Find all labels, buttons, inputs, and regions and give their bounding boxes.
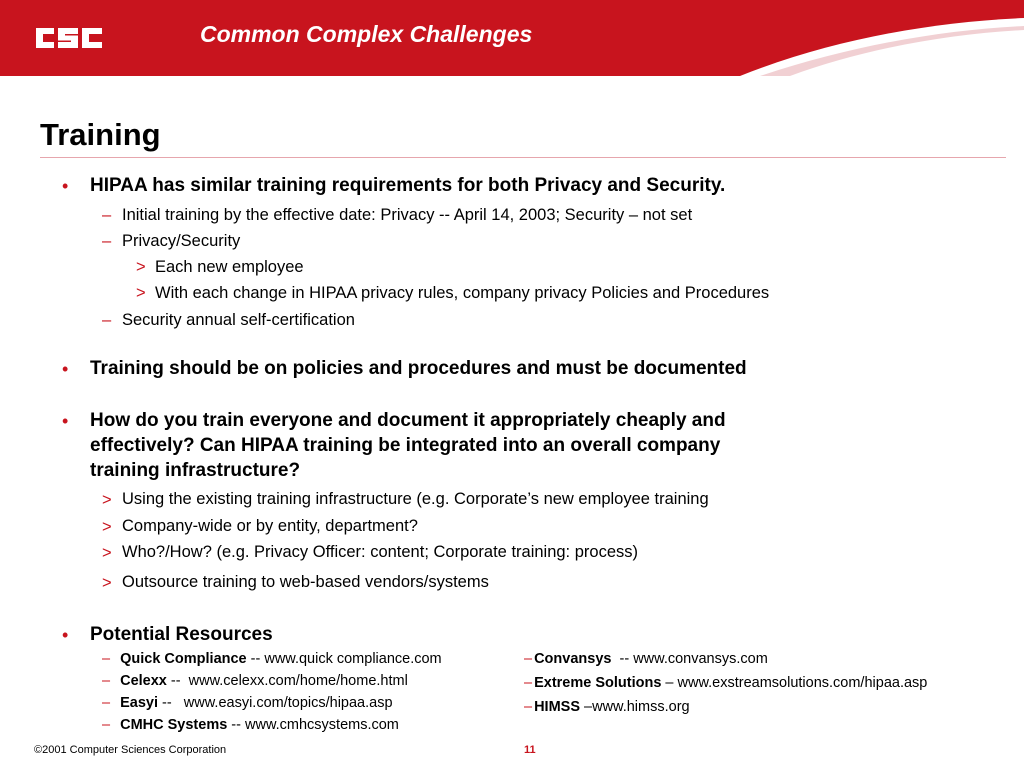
resource-marker: – [102,695,111,711]
bullet-4-text: Potential Resources [90,624,273,645]
sub-marker: > [102,574,112,592]
header-title: Common Complex Challenges [200,21,533,47]
sub-item-text: Security annual self-certification [122,311,355,329]
header-bar [0,0,1024,76]
resource-separator: -- [166,673,189,689]
resource-item [102,651,442,667]
resource-name: Celexx [120,673,167,689]
resource-item [524,699,690,715]
resource-item [524,651,768,667]
sub-item-text: Company-wide or by entity, department? [122,517,418,535]
bullet-3-line-2: effectively? Can HIPAA training be integrated into an overall company [90,435,721,456]
csc-logo [34,24,104,52]
resource-separator: -- [158,695,184,711]
sub-sub-marker: > [136,284,146,302]
resource-name: Convansys [534,651,612,667]
resource-url: www.convansys.com [633,651,768,667]
page-number: 11 [524,744,536,756]
resource-name: HIMSS [534,699,580,715]
resource-url: www.exstreamsolutions.com/hipaa.asp [677,675,928,691]
resource-separator: – [661,675,678,691]
resource-name: Extreme Solutions [534,675,662,691]
bullet-3-line-3: training infrastructure? [90,460,301,481]
footer-copyright: ©2001 Computer Sciences Corporation [34,744,227,756]
resource-separator: -- [227,717,245,733]
resource-separator: – [580,699,593,715]
bullet-marker: • [62,625,69,645]
sub-marker: > [102,518,112,536]
resource-url: www.celexx.com/home/home.html [188,673,408,689]
resource-item [102,717,399,733]
sub-marker: – [102,232,112,250]
resource-url: www.quick compliance.com [264,651,442,667]
resource-item [102,673,408,689]
slide-title: Training [40,117,161,152]
resource-url: www.easyi.com/topics/hipaa.asp [183,695,393,711]
bullet-3-line-1: How do you train everyone and document it appropriately cheaply and [90,410,726,431]
resource-item [524,675,927,691]
title-divider [40,157,1006,158]
sub-item-text: Privacy/Security [122,232,241,250]
resource-marker: – [524,699,533,715]
resource-name: CMHC Systems [120,717,228,733]
sub-marker: – [102,206,112,224]
resource-marker: – [102,651,111,667]
sub-marker: > [102,544,112,562]
sub-item-text: Using the existing training infrastructure (e.g. Corporate’s new employee training [122,490,709,508]
bullet-marker: • [62,411,69,431]
resource-separator: -- [246,651,265,667]
sub-item-text: Who?/How? (e.g. Privacy Officer: content; Corporate training: process) [122,543,638,561]
resource-marker: – [524,651,533,667]
resource-marker: – [524,675,533,691]
resource-separator: -- [611,651,634,667]
sub-marker: > [102,491,112,509]
resource-item [102,695,393,711]
sub-item-text: Outsource training to web-based vendors/systems [122,573,489,591]
sub-sub-item-text: Each new employee [155,258,304,276]
bullet-marker: • [62,359,69,379]
sub-marker: – [102,311,112,329]
resource-url: www.cmhcsystems.com [245,717,399,733]
resource-name: Easyi [120,695,159,711]
sub-sub-item-text: With each change in HIPAA privacy rules, company privacy Policies and Procedures [155,284,770,302]
resource-marker: – [102,717,111,733]
resource-marker: – [102,673,111,689]
bullet-1-text: HIPAA has similar training requirements for both Privacy and Security. [90,175,726,196]
bullet-marker: • [62,176,69,196]
sub-sub-marker: > [136,258,146,276]
sub-item-text: Initial training by the effective date: Privacy -- April 14, 2003; Security – not set [122,206,693,224]
bullet-2-text: Training should be on policies and procedures and must be documented [90,358,747,379]
resource-url: www.himss.org [592,699,690,715]
resource-name: Quick Compliance [120,651,247,667]
